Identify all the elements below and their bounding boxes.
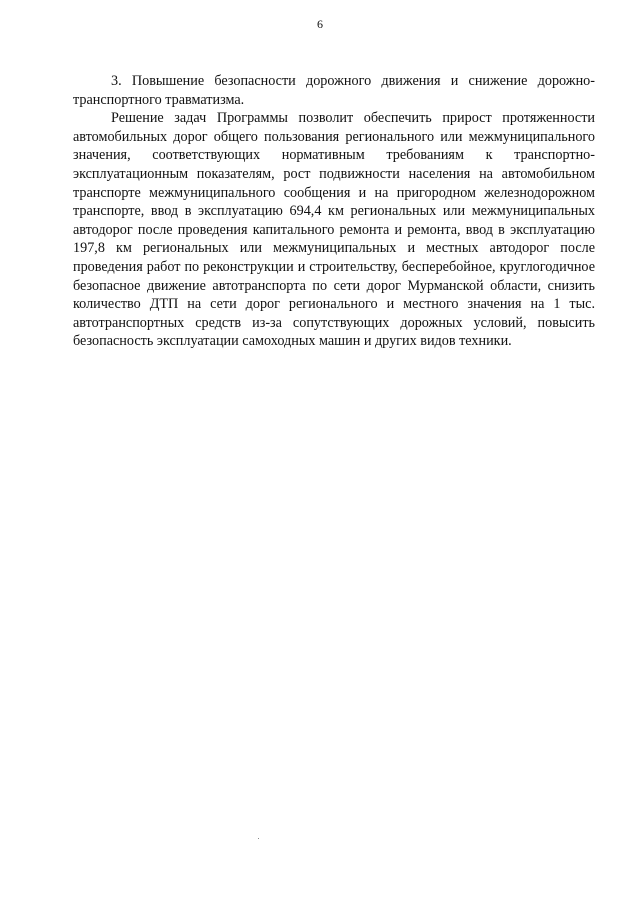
scan-artifact [258, 838, 259, 839]
document-body [73, 72, 595, 351]
paragraph-section-heading: 3. Повышение безопасности дорожного движения и снижение дорожно-транспортного травматизма. [73, 73, 595, 108]
page-number: 6 [317, 17, 323, 31]
paragraph-program-results: Решение задач Программы позволит обеспечить прирост протяженности автомобильных дорог общего пользования регионального или межмуниципального значения, соответствующих нормативным требованиям к транспортно-эксплуатационным показателям, рост подвижности населения на автомобильном транспорте межмуниципального сообщения и на пригородном железнодорожном транспорте, ввод в эксплуатацию 694,4 км региональных или межмуниципальных автодорог после проведения капитального ремонта и ремонта, ввод в эксплуатацию 197,8 км региональных или межмуниципальных и местных автодорог после проведения работ по реконструкции и строительству, бесперебойное, круглогодичное безопасное движение автотранспорта по сети дорог Мурманской области, снизить количество ДТП на сети дорог регионального и местного значения на 1 тыс. автотранспортных средств из-за сопутствующих дорожных условий, повысить безопасность эксплуатации самоходных машин и других видов техники. [73, 110, 595, 350]
